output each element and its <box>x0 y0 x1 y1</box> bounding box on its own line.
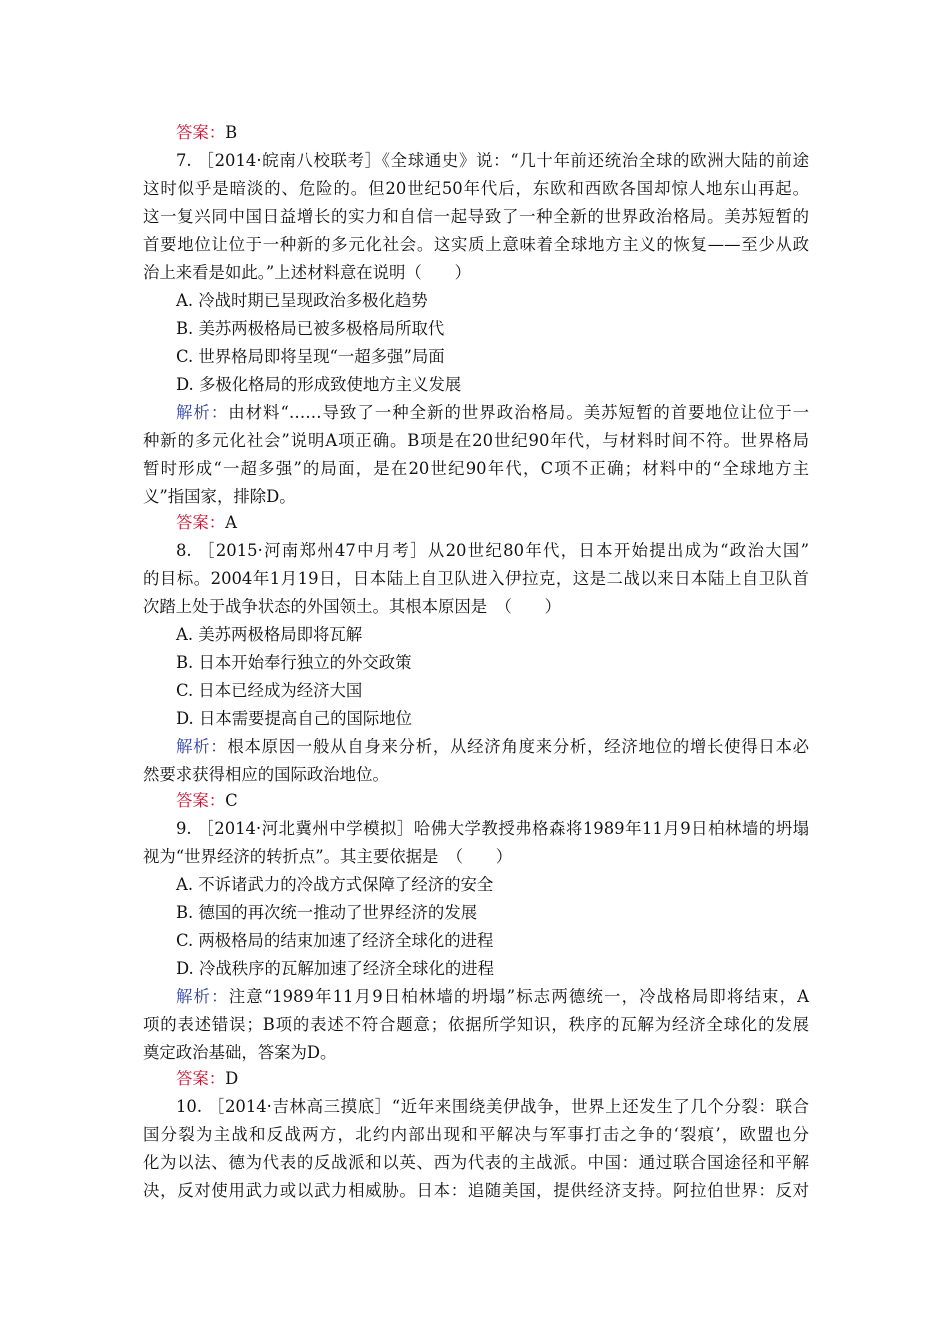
q7-option-a: A. 冷战时期已呈现政治多极化趋势 <box>176 291 428 310</box>
q9-analysis-line: 奠定政治基础，答案为D。 <box>143 1043 337 1062</box>
q7-analysis-line: 暂时形成“一超多强”的局面，是在20世纪90年代，C项不正确；材料中的“全球地方主 <box>143 459 809 478</box>
q8-stem-line: 的目标。2004年1月19日，日本陆上自卫队进入伊拉克，这是二战以来日本陆上自卫队首 <box>143 569 809 588</box>
q7-stem-line: 治上来看是如此。”上述材料意在说明（ ） <box>143 263 471 282</box>
q10-stem-line: 10. ［2014·吉林高三摸底］“近年来围绕美伊战争，世界上还发生了几个分裂：联合 <box>176 1097 809 1116</box>
q7-option-d: D. 多极化格局的形成致使地方主义发展 <box>176 375 462 394</box>
q8-option-d: D. 日本需要提高自己的国际地位 <box>176 709 413 728</box>
q7-stem-line: 7. ［2014·皖南八校联考］《全球通史》说：“几十年前还统治全球的欧洲大陆的前途 <box>176 151 809 170</box>
q8-stem-line: 次踏上处于战争状态的外国领土。其根本原因是 （ ） <box>143 597 561 616</box>
q8-option-a: A. 美苏两极格局即将瓦解 <box>176 625 363 644</box>
answer-line <box>176 119 237 147</box>
answer-label: 答案： <box>176 123 226 142</box>
answer-value: C <box>225 791 238 810</box>
q9-option-a: A. 不诉诸武力的冷战方式保障了经济的安全 <box>176 875 494 894</box>
answer-value: B <box>225 123 238 142</box>
answer-value: A <box>225 513 238 532</box>
q9-stem-line: 视为“世界经济的转折点”。其主要依据是 （ ） <box>143 847 513 866</box>
q7-analysis-line <box>176 399 809 427</box>
answer-label: 答案： <box>176 513 226 532</box>
q7-answer-line <box>176 509 237 537</box>
q9-analysis-line <box>176 983 809 1011</box>
q9-answer-line <box>176 1065 238 1093</box>
analysis-text: 根本原因一般从自身来分析，从经济角度来分析，经济地位的增长使得日本必 <box>227 737 810 756</box>
answer-label: 答案： <box>176 1069 226 1088</box>
q7-stem-line: 这一复兴同中国日益增长的实力和自信一起导致了一种全新的世界政治格局。美苏短暂的 <box>143 207 809 226</box>
q9-option-c: C. 两极格局的结束加速了经济全球化的进程 <box>176 931 494 950</box>
q8-analysis-line: 然要求获得相应的国际政治地位。 <box>143 765 389 784</box>
q7-analysis-line: 义”指国家，排除D。 <box>143 487 296 506</box>
q8-stem-line: 8. ［2015·河南郑州47中月考］从20世纪80年代，日本开始提出成为“政治大国” <box>176 541 809 560</box>
q7-option-b: B. 美苏两极格局已被多极格局所取代 <box>176 319 445 338</box>
q8-option-b: B. 日本开始奉行独立的外交政策 <box>176 653 412 672</box>
analysis-text: 注意“1989年11月9日柏林墙的坍塌”标志两德统一，冷战格局即将结束，A <box>228 987 810 1006</box>
q7-stem-line: 首要地位让位于一种新的多元化社会。这实质上意味着全球地方主义的恢复——至少从政 <box>143 235 809 254</box>
q10-stem-line: 化为以法、德为代表的反战派和以英、西为代表的主战派。中国：通过联合国途径和平解 <box>143 1153 809 1172</box>
q7-option-c: C. 世界格局即将呈现“一超多强”局面 <box>176 347 445 366</box>
analysis-text: 由材料“……导致了一种全新的世界政治格局。美苏短暂的首要地位让位于一 <box>228 403 810 422</box>
analysis-label: 解析： <box>176 987 229 1006</box>
q8-analysis-line <box>176 733 809 761</box>
q9-analysis-line: 项的表述错误；B项的表述不符合题意；依据所学知识，秩序的瓦解为经济全球化的发展 <box>143 1015 809 1034</box>
answer-label: 答案： <box>176 791 226 810</box>
q10-stem-line: 决，反对使用武力或以武力相威胁。日本：追随美国，提供经济支持。阿拉伯世界：反对 <box>143 1181 809 1200</box>
analysis-label: 解析： <box>176 737 228 756</box>
q7-analysis-line: 种新的多元化社会”说明A项正确。B项是在20世纪90年代，与材料时间不符。世界格局 <box>143 431 809 450</box>
q8-option-c: C. 日本已经成为经济大国 <box>176 681 363 700</box>
q9-option-d: D. 冷战秩序的瓦解加速了经济全球化的进程 <box>176 959 495 978</box>
q10-stem-line: 国分裂为主战和反战两方，北约内部出现和平解决与军事打击之争的‘裂痕’，欧盟也分 <box>143 1125 809 1144</box>
analysis-label: 解析： <box>176 403 229 422</box>
q9-option-b: B. 德国的再次统一推动了世界经济的发展 <box>176 903 478 922</box>
q8-answer-line <box>176 787 238 815</box>
answer-value: D <box>225 1069 239 1088</box>
q9-stem-line: 9. ［2014·河北冀州中学模拟］哈佛大学教授弗格森将1989年11月9日柏林墙的坍塌 <box>176 819 809 838</box>
q7-stem-line: 这时似乎是暗淡的、危险的。但20世纪50年代后，东欧和西欧各国却惊人地东山再起。 <box>143 179 809 198</box>
